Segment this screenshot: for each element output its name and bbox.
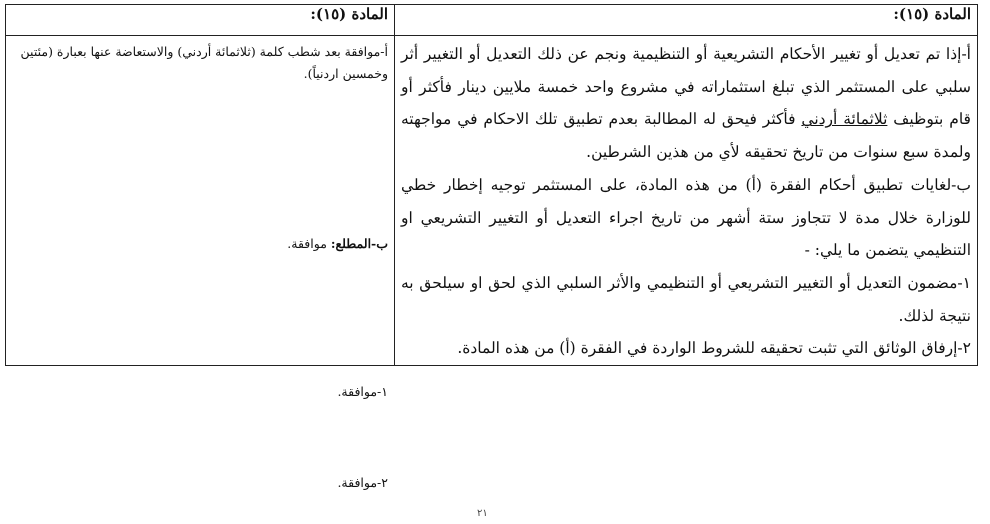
note-b-text: موافقة.: [287, 236, 331, 251]
underlined-phrase: ثلاثمائة أردني: [801, 110, 888, 129]
committee-notes-cell: [6, 36, 395, 490]
paragraph-b: ب-لغايات تطبيق أحكام الفقرة (أ) من هذه المادة، على المستثمر توجيه إخطار خطي للوزارة خلال مدة لا تتجاوز ستة أشهر من تاريخ اجراء التعديل أو التغيير التشريعي او التنظيمي يتضمن ما يلي: -: [401, 175, 971, 260]
table-header-row: [6, 5, 978, 36]
item-2: ٢-إرفاق الوثائق التي تثبت تحقيقه للشروط الواردة في الفقرة (أ) من هذه المادة.: [457, 339, 971, 358]
table-body-row: [6, 36, 978, 366]
note-b-lead: ب-المطلع:: [330, 236, 388, 251]
paragraph-a: أ-إذا تم تعديل أو تغيير الأحكام التشريعية أو التنظيمية ونجم عن ذلك التعديل أو التغيير أثر سلبي على المستثمر الذي تبلغ استثماراته في مشروع واحد خمسة ملايين دينار فأكثر أو قام بتوظيف ثلاثمائة أردني فأكثر فيحق له المطالبة بعدم تطبيق تلك الاحكام في مواجهته ولمدة سبع سنوات من تاريخ تحقيقه لأي من هذين الشرطين.: [401, 45, 971, 162]
note-1: ١-موافقة.: [337, 384, 388, 399]
item-1: ١-مضمون التعديل أو التغيير التشريعي أو التنظيمي والأثر السلبي الذي لحق او سيلحق به نتيجة لذلك.: [401, 273, 971, 325]
note-a: أ-موافقة بعد شطب كلمة (ثلاثمائة أردني) والاستعاضة عنها بعبارة (مئتين وخمسين اردنياً).: [20, 44, 388, 81]
note-b: [10, 233, 388, 255]
header-committee-article: المادة (١٥):: [6, 5, 395, 36]
original-text-cell: [395, 36, 978, 366]
law-comparison-table: [5, 4, 978, 490]
header-original-article: المادة (١٥):: [395, 5, 978, 36]
note-2: ٢-موافقة.: [337, 475, 388, 490]
page-footer-mark: ٢١: [477, 508, 488, 519]
